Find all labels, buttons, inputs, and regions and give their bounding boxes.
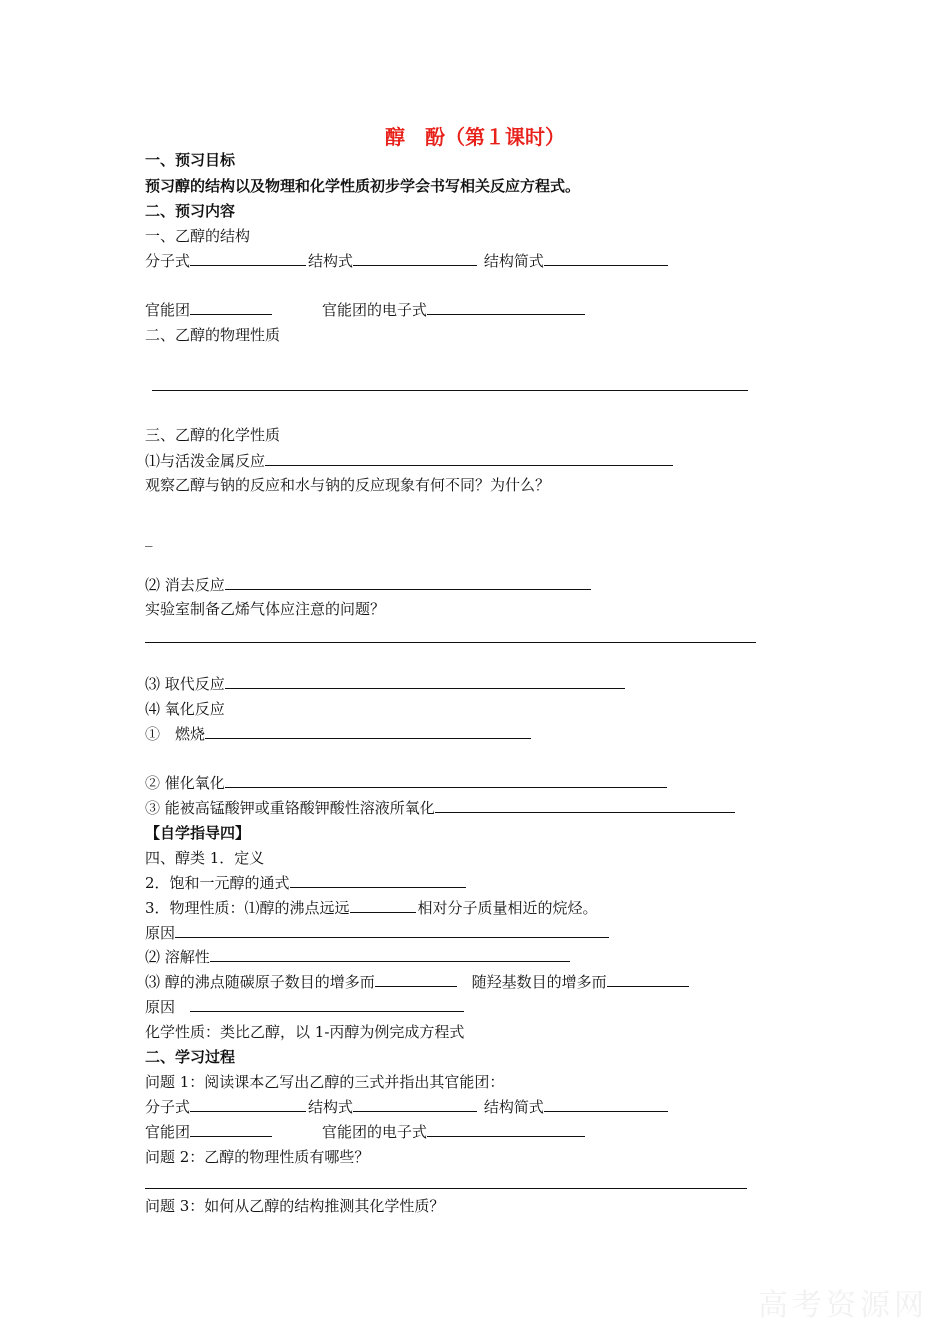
formula-row-1 (145, 251, 670, 271)
reason2-row (145, 997, 466, 1017)
combustion-label: ① 燃烧 (145, 725, 206, 743)
self-study-guide-heading: 【自学指导四】 (145, 824, 251, 842)
ethylene-answer-line[interactable] (145, 642, 756, 643)
permanganate-row (145, 798, 737, 818)
alcohol-definition: 四、醇类 1．定义 (145, 849, 265, 867)
question-3: 问题 3：如何从乙醇的结构推测其化学性质？ (145, 1197, 445, 1215)
structural-formula-blank-2[interactable] (353, 1098, 477, 1112)
solubility-row (145, 947, 572, 967)
learning-process-heading: 二、学习过程 (145, 1048, 236, 1066)
reason2-blank[interactable] (190, 998, 464, 1012)
combustion-blank[interactable] (205, 725, 531, 739)
carbon-count-row (145, 972, 691, 992)
catalytic-oxidation-row (145, 773, 669, 793)
molecular-formula-blank-2[interactable] (190, 1098, 306, 1112)
molecular-formula-blank[interactable] (190, 252, 306, 266)
carbon-count-blank[interactable] (375, 973, 457, 987)
section-content-heading: 二、预习内容 (145, 202, 236, 220)
structural-formula-label-2: 结构式 (308, 1098, 354, 1116)
simple-formula-blank-2[interactable] (544, 1098, 668, 1112)
electron-formula-label-2: 官能团的电子式 (322, 1123, 428, 1141)
structure-heading: 一、乙醇的结构 (145, 227, 251, 245)
simple-formula-label: 结构简式 (483, 252, 544, 270)
section-goal-heading: 一、预习目标 (145, 151, 236, 169)
question-2-answer-line[interactable] (145, 1188, 747, 1189)
elimination-row (145, 575, 593, 595)
permanganate-blank[interactable] (435, 799, 735, 813)
reason-label: 原因 (145, 924, 176, 942)
page-title: 醇 酚（第１课时） (385, 125, 565, 149)
functional-group-label: 官能团 (145, 301, 191, 319)
structural-formula-label: 结构式 (308, 252, 354, 270)
formula-row-3 (145, 1097, 670, 1117)
reason-row (145, 923, 611, 943)
permanganate-label: ③ 能被高锰酸钾或重铬酸钾酸性溶液所氧化 (145, 799, 435, 817)
carbon-count-label: ⑶ 醇的沸点随碳原子数目的增多而 (145, 973, 375, 991)
solubility-blank[interactable] (210, 948, 570, 962)
ethylene-question: 实验室制备乙烯气体应注意的问题？ (145, 600, 386, 618)
substitution-row (145, 674, 627, 694)
solubility-label: ⑵ 溶解性 (145, 948, 210, 966)
molecular-formula-label-2: 分子式 (145, 1098, 191, 1116)
general-formula-row (145, 873, 468, 893)
functional-group-blank-2[interactable] (190, 1123, 272, 1137)
elimination-label: ⑵ 消去反应 (145, 576, 225, 594)
electron-formula-blank-2[interactable] (427, 1123, 585, 1137)
electron-formula-label: 官能团的电子式 (322, 301, 428, 319)
physical-properties-answer-line[interactable] (152, 390, 748, 391)
substitution-label: ⑶ 取代反应 (145, 675, 225, 693)
catalytic-oxidation-label: ② 催化氧化 (145, 774, 225, 792)
boiling-point-suffix: 相对分子质量相近的烷烃。 (417, 899, 598, 917)
boiling-point-label: 3．物理性质：⑴醇的沸点远远 (145, 899, 350, 917)
simple-formula-blank[interactable] (544, 252, 668, 266)
physical-properties-heading: 二、乙醇的物理性质 (145, 326, 281, 344)
hydroxyl-count-blank[interactable] (607, 973, 689, 987)
boiling-point-blank[interactable] (350, 899, 416, 913)
chemical-property-instruction: 化学性质：类比乙醇，以 1-丙醇为例完成方程式 (145, 1023, 465, 1041)
oxidation-heading: ⑷ 氧化反应 (145, 700, 225, 718)
reaction-metal-row (145, 451, 675, 471)
substitution-blank[interactable] (225, 675, 625, 689)
structural-formula-blank[interactable] (353, 252, 477, 266)
functional-group-blank[interactable] (190, 301, 272, 315)
formula-row-4 (145, 1122, 587, 1142)
general-formula-label: 2．饱和一元醇的通式 (145, 874, 290, 892)
sodium-question: 观察乙醇与钠的反应和水与钠的反应现象有何不同？为什么？ (145, 476, 551, 494)
elimination-blank[interactable] (225, 576, 591, 590)
simple-formula-label-2: 结构简式 (483, 1098, 544, 1116)
molecular-formula-label: 分子式 (145, 252, 191, 270)
reason-blank[interactable] (175, 924, 609, 938)
functional-group-label-2: 官能团 (145, 1123, 191, 1141)
question-2: 问题 2：乙醇的物理性质有哪些？ (145, 1148, 370, 1166)
goal-text: 预习醇的结构以及物理和化学性质初步学会书写相关反应方程式。 (145, 177, 581, 195)
question-1: 问题 1：阅读课本乙写出乙醇的三式并指出其官能团： (145, 1073, 505, 1091)
reaction-metal-label: ⑴与活泼金属反应 (145, 452, 266, 470)
watermark: 高考资源网 (758, 1288, 928, 1323)
reason2-label: 原因 (145, 998, 176, 1016)
reaction-metal-blank[interactable] (265, 452, 673, 466)
chemical-properties-heading: 三、乙醇的化学性质 (145, 426, 281, 444)
formula-row-2 (145, 300, 587, 320)
catalytic-oxidation-blank[interactable] (225, 774, 667, 788)
electron-formula-blank[interactable] (427, 301, 585, 315)
hydroxyl-count-label: 随羟基数目的增多而 (471, 973, 607, 991)
general-formula-blank[interactable] (290, 874, 466, 888)
boiling-point-row (145, 898, 598, 918)
answer-dash: _ (145, 529, 153, 547)
combustion-row (145, 724, 533, 744)
